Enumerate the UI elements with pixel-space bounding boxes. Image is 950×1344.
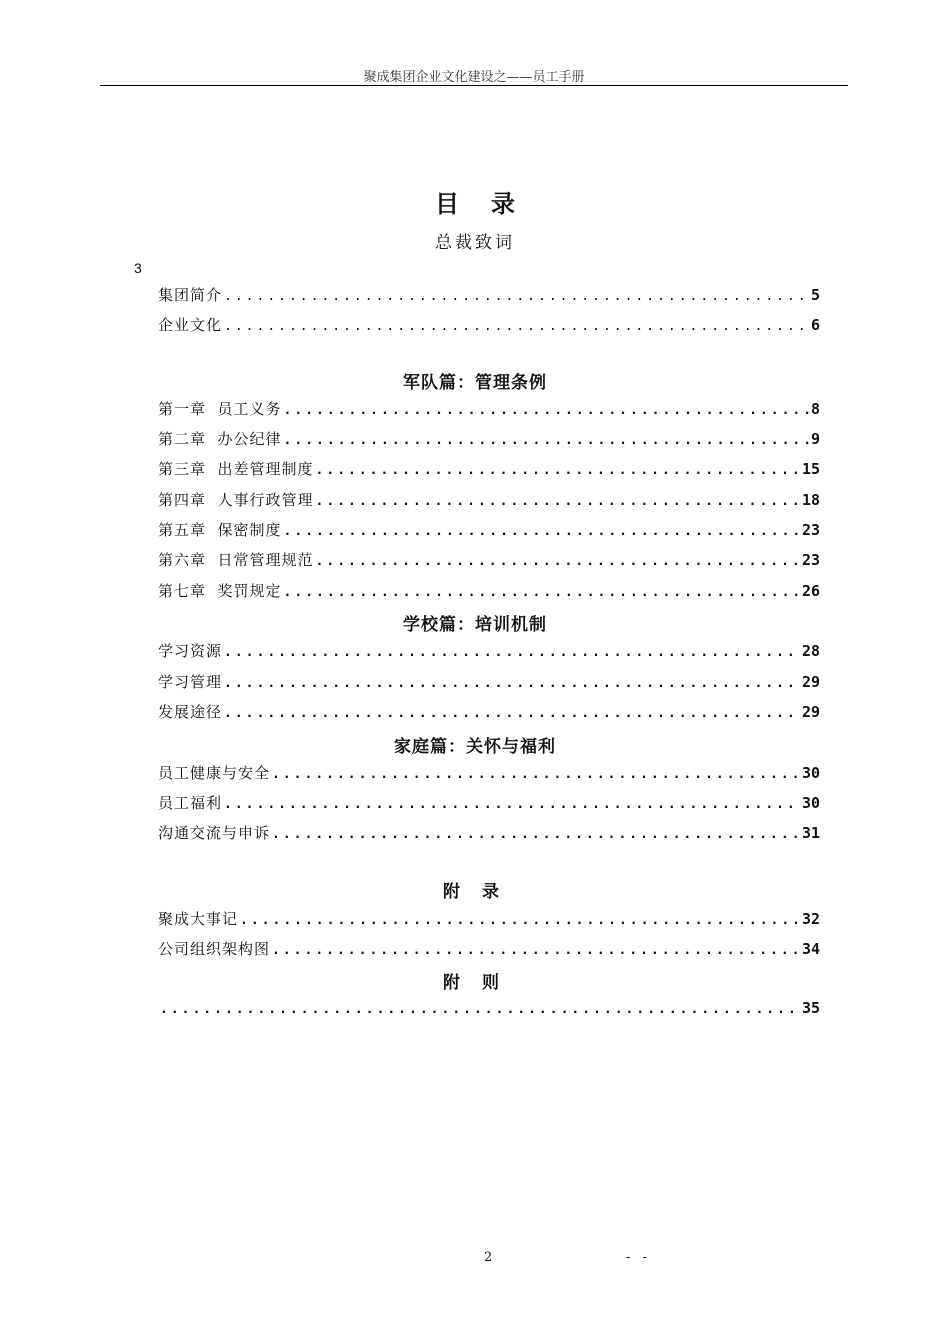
toc-leader-dots [160,1002,800,1017]
toc-entry-page: 31 [801,824,820,842]
toc-entry[interactable] [158,908,820,930]
toc-entry-label: 员工福利 [158,794,223,812]
toc-entry[interactable] [158,398,820,420]
toc-leader-dots [272,827,800,842]
toc-entry-label: 第六章 日常管理规范 [158,551,314,569]
toc-entry[interactable] [158,671,820,693]
toc-entry[interactable] [158,519,820,541]
toc-entry-page: 30 [801,794,820,812]
toc-leader-dots [316,554,800,569]
toc-entry-page: 8 [810,400,820,418]
toc-leader-dots [272,767,800,782]
toc-entry[interactable] [158,762,820,784]
toc-leader-dots [284,403,809,418]
page-title: 目录 [435,190,547,218]
toc-entry-label: 企业文化 [158,316,223,334]
footer-page-number: 2 [484,1250,493,1265]
toc-entry-page: 5 [810,286,820,304]
toc-entry[interactable] [158,580,820,602]
toc-entry-page: 26 [801,582,820,600]
toc-leader-dots [284,585,800,600]
toc-entry-page: 30 [801,764,820,782]
section-title-supplementary: 附 则 [443,973,507,993]
toc-leader-dots [224,319,809,334]
toc-entry[interactable] [158,701,820,723]
toc-entry-page: 29 [801,703,820,721]
toc-entry-page: 32 [801,910,820,928]
president-address-heading: 总裁致词 [435,233,515,253]
toc-entry-page: 9 [810,430,820,448]
toc-leader-dots [316,494,800,509]
toc-entry-page: 28 [801,642,820,660]
toc-entry[interactable] [158,314,820,336]
toc-entry-page: 23 [801,521,820,539]
toc-entry-page: 18 [801,491,820,509]
toc-entry[interactable] [158,938,820,960]
toc-entry[interactable] [158,792,820,814]
section-title-military: 军队篇：管理条例 [403,373,547,393]
toc-entry[interactable] [158,489,820,511]
header-rule [100,85,848,86]
footer-dash: - - [626,1250,651,1265]
toc-leader-dots [224,676,800,691]
toc-entry-label: 第二章 办公纪律 [158,430,282,448]
toc-entry-label: 发展途径 [158,703,223,721]
toc-entry[interactable] [158,458,820,480]
toc-entry-page: 6 [810,316,820,334]
toc-entry[interactable] [158,999,820,1021]
toc-entry-label: 集团简介 [158,286,223,304]
toc-leader-dots [224,645,800,660]
toc-leader-dots [284,524,800,539]
toc-entry[interactable] [158,428,820,450]
toc-entry-label: 学习资源 [158,642,223,660]
toc-entry-label: 聚成大事记 [158,910,239,928]
toc-entry-label: 沟通交流与申诉 [158,824,271,842]
toc-entry-page: 34 [801,940,820,958]
toc-leader-dots [272,943,800,958]
stray-page-number: 3 [134,260,142,276]
toc-leader-dots [284,433,809,448]
toc-leader-dots [224,289,809,304]
toc-entry[interactable] [158,549,820,571]
toc-leader-dots [224,797,800,812]
toc-entry-label: 第五章 保密制度 [158,521,282,539]
toc-entry-label: 员工健康与安全 [158,764,271,782]
running-header: 聚成集团企业文化建设之——员工手册 [363,70,585,85]
toc-entry-page: 23 [801,551,820,569]
toc-entry-label: 第一章 员工义务 [158,400,282,418]
section-title-school: 学校篇：培训机制 [403,615,547,635]
toc-entry[interactable] [158,284,820,306]
toc-entry-page: 35 [801,999,820,1017]
section-title-family: 家庭篇：关怀与福利 [394,737,556,757]
section-title-appendix: 附 录 [443,882,507,902]
toc-entry-label: 学习管理 [158,673,223,691]
toc-leader-dots [240,913,800,928]
toc-entry[interactable] [158,822,820,844]
toc-entry[interactable] [158,640,820,662]
toc-entry-page: 15 [801,460,820,478]
toc-entry-page: 29 [801,673,820,691]
toc-entry-label: 第七章 奖罚规定 [158,582,282,600]
toc-leader-dots [316,463,800,478]
toc-entry-label: 第四章 人事行政管理 [158,491,314,509]
toc-leader-dots [224,706,800,721]
toc-entry-label: 公司组织架构图 [158,940,271,958]
toc-entry-label: 第三章 出差管理制度 [158,460,314,478]
